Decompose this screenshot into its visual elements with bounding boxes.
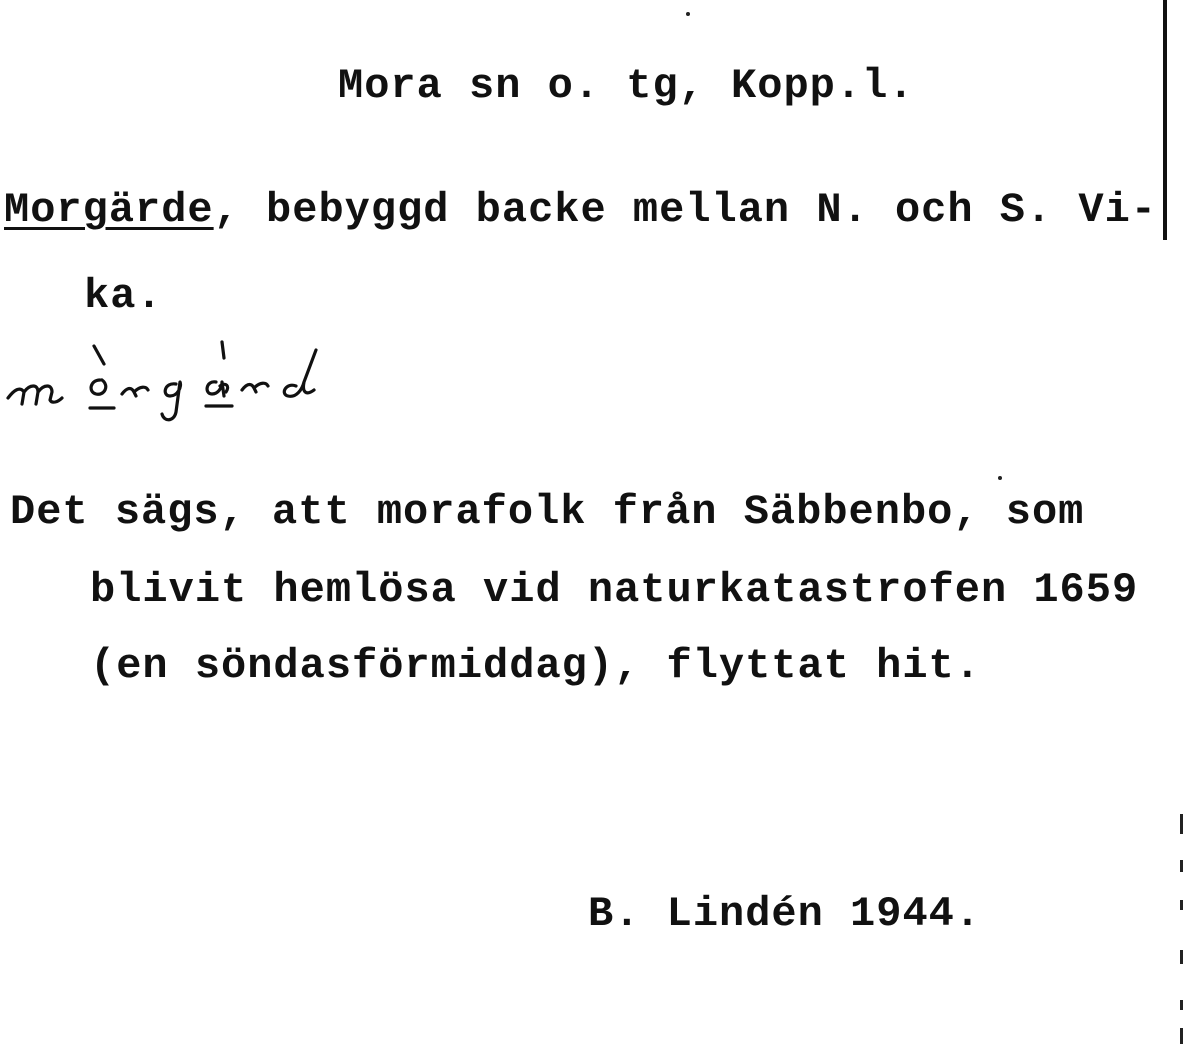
signature: B. Lindén 1944. (588, 890, 982, 938)
note-line-3: (en söndasförmiddag), flyttat hit. (90, 642, 981, 690)
note-line-1: Det sägs, att morafolk från Säbbenbo, som (10, 488, 1085, 536)
handwritten-phonetic-transcription (4, 336, 344, 436)
headword: Morgärde (4, 186, 214, 234)
definition-line-2: ka. (84, 272, 163, 320)
note-line-2: blivit hemlösa vid naturkatastrofen 1659 (90, 566, 1139, 614)
scan-speck (998, 476, 1002, 480)
scan-speck (686, 12, 690, 16)
scan-edge-marks (1180, 800, 1184, 1048)
card-header: Mora sn o. tg, Kopp.l. (338, 62, 915, 110)
entry-line-1 (4, 186, 1157, 234)
card-edge-rule (1163, 0, 1167, 240)
definition-line-1: , bebyggd backe mellan N. och S. Vi- (213, 186, 1157, 234)
